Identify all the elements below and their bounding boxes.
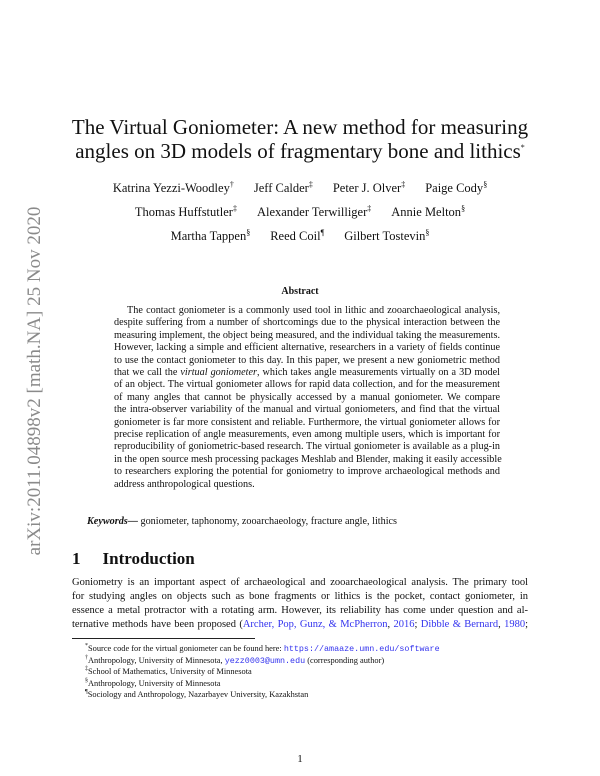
footnote-mark: § <box>85 677 88 684</box>
body-line: ternative methods have been proposed (Archer, Pop, Gunz, & McPherron, 2016; Dibble & Bernard, 1980; <box>72 619 529 630</box>
author-name: Reed Coil <box>270 229 321 244</box>
citation-link[interactable]: Archer, Pop, Gunz, & McPherron <box>242 619 388 630</box>
title-footnote-mark: * <box>520 143 525 152</box>
abstract-line: The contact goniometer is a commonly used tool in lithic and zooarchaeological analysis, <box>127 305 500 316</box>
footnote-mark: † <box>85 654 88 661</box>
abstract-line: of many angles that cannot be physically accessed by a manual goniometer. We compare <box>114 391 500 403</box>
footnote <box>85 678 221 688</box>
keywords-label: Keywords— <box>87 516 138 527</box>
abstract-line: in the open source mesh processing packages Meshlab and Blender, making it easily accessible <box>114 453 502 465</box>
paper-title-line-1: The Virtual Goniometer: A new method for measuring <box>71 115 529 139</box>
footnote-text: Anthropology, University of Minnesota <box>88 678 221 688</box>
keywords-text: goniometer, taphonomy, zooarchaeology, fracture angle, lithics <box>137 516 398 527</box>
body-line: essence a metal protractor with a rotating arm. However, its reliability has come under question and al- <box>72 605 528 616</box>
abstract-line: However, lacking a simple and efficient alternative, researchers in a variety of fields continue <box>114 342 500 354</box>
affiliation-mark: † <box>229 180 234 189</box>
author <box>344 229 429 243</box>
footnote <box>85 655 384 666</box>
footnote-link[interactable]: yezz0003@umn.edu <box>224 655 306 666</box>
footnote-link[interactable]: https://amaaze.umn.edu/software <box>283 643 440 654</box>
section-heading <box>72 549 195 569</box>
author <box>270 229 324 243</box>
author-name: Martha Tappen <box>170 229 247 244</box>
author <box>425 181 487 195</box>
affiliation-mark: ¶ <box>320 228 325 237</box>
author-name: Gilbert Tostevin <box>344 229 426 244</box>
abstract-line <box>114 367 500 378</box>
footnote-text: Source code for the virtual goniometer can be found here: <box>88 643 284 653</box>
paper-title-line-2 <box>0 139 600 164</box>
page-number: 1 <box>297 753 303 765</box>
section-title: Introduction <box>102 549 195 568</box>
author-row <box>0 228 600 244</box>
body-line: for studying angles on objects such as bone fragments or lithics is the pocket, contact goniometer, in <box>72 591 528 602</box>
author-name: Peter J. Olver <box>332 181 402 196</box>
author-row <box>0 180 600 196</box>
footnote-mark: * <box>85 643 88 649</box>
abstract-line: reproducibility of goniometric-based research. The virtual goniometer is available as a plug-in <box>114 441 500 453</box>
author <box>257 205 371 219</box>
abstract-line: the intra-observer variability of the manual and virtual goniometers, and find that the virtual <box>114 404 500 416</box>
citation-year-link[interactable]: 1980 <box>504 619 526 630</box>
footnote <box>85 689 308 699</box>
abstract-line: to use the contact goniometer to this day. In this paper, we present a new goniometric method <box>114 354 500 366</box>
affiliation-mark: § <box>425 228 430 237</box>
author-row <box>0 204 600 220</box>
abstract-line: to researchers exploring the potential for goniometry to improve archaeological methods and <box>114 466 500 478</box>
author <box>171 229 251 243</box>
author-name: Annie Melton <box>391 205 462 220</box>
body-line: Goniometry is an important aspect of archaeological and zooarchaeological analysis. The primary tool <box>72 577 528 588</box>
citation-link[interactable]: Dibble & Bernard <box>420 619 499 630</box>
abstract-text: , which takes angle measurements virtually on a 3D model <box>256 367 500 378</box>
abstract-line: goniometer is far more consistent and reliable. Furthermore, the virtual goniometer allows for <box>114 416 500 428</box>
affiliation-mark: § <box>461 204 466 213</box>
body-text: ternative methods have been proposed ( <box>72 619 243 630</box>
affiliation-mark: § <box>246 228 251 237</box>
author <box>254 181 313 195</box>
affiliation-mark: ‡ <box>367 204 372 213</box>
abstract-line: of an object. The virtual goniometer allows for rapid data collection, and for the measurement <box>114 379 500 391</box>
title-text: angles on 3D models of fragmentary bone and lithics <box>75 139 521 163</box>
arxiv-identifier: arXiv:2011.04898v2 [math.NA] 25 Nov 2020 <box>24 206 45 556</box>
author-name: Paige Cody <box>425 181 484 196</box>
abstract-line: precise replication of angle measurements, even among multiple users, which is important for <box>114 429 500 440</box>
footnote-text: School of Mathematics, University of Minnesota <box>88 666 252 676</box>
footnote-mark: ‡ <box>85 666 88 673</box>
author-name: Alexander Terwilliger <box>256 205 368 220</box>
author <box>391 205 465 219</box>
author <box>333 181 405 195</box>
footnote-rule <box>72 638 255 639</box>
author-name: Katrina Yezzi-Woodley <box>112 181 230 196</box>
footnote-text: Sociology and Anthropology, Nazarbayev University, Kazakhstan <box>87 690 309 700</box>
footnote <box>85 643 440 654</box>
affiliation-mark: ‡ <box>308 180 313 189</box>
affiliation-mark: ‡ <box>401 180 406 189</box>
abstract-line: address anthropological questions. <box>114 478 255 490</box>
abstract-emphasis: virtual goniometer <box>180 367 257 378</box>
author <box>113 181 234 195</box>
footnote-text: (corresponding author) <box>305 655 385 665</box>
citation-year-link[interactable]: 2016 <box>393 619 415 630</box>
section-number: 1 <box>72 549 81 568</box>
footnote <box>85 666 252 676</box>
keywords <box>87 516 397 527</box>
author-name: Thomas Huffstutler <box>134 205 233 220</box>
abstract-line: despite suffering from a number of shortcomings due to the physical interaction between the <box>114 317 500 329</box>
author-name: Jeff Calder <box>253 181 309 196</box>
abstract-heading: Abstract <box>281 286 319 297</box>
abstract-line: measuring implement, the object being measured, and the individual taking the measurements. <box>114 329 500 341</box>
author <box>135 205 237 219</box>
footnote-text: Anthropology, University of Minnesota, <box>88 655 225 665</box>
affiliation-mark: ‡ <box>232 204 237 213</box>
footnote-mark: ¶ <box>85 689 88 696</box>
affiliation-mark: § <box>483 180 488 189</box>
abstract-text: that we call the <box>114 367 178 378</box>
